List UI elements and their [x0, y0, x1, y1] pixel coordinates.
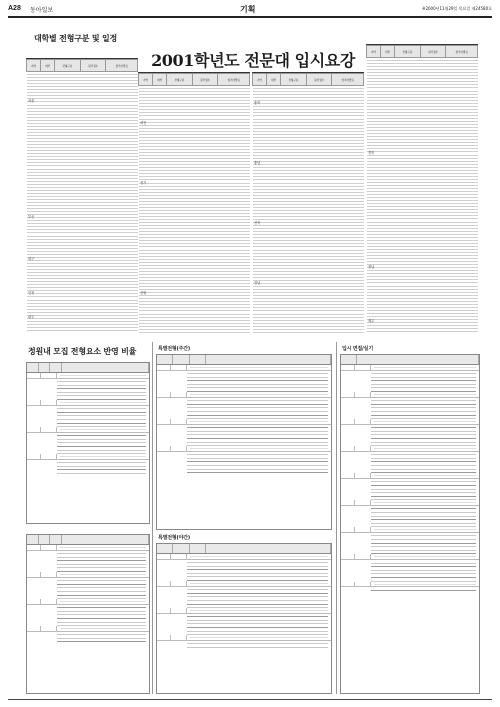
table-cell: [171, 554, 187, 559]
region-label: 전남: [254, 281, 261, 285]
col-header-region: 지역: [367, 46, 381, 58]
table-cell: [374, 502, 476, 503]
table-cell: [171, 581, 187, 586]
table-cell: [367, 329, 381, 332]
table-cell: [153, 329, 167, 332]
table-cell: [27, 400, 41, 405]
table-cell: [355, 554, 371, 559]
column-rule: [152, 342, 153, 694]
schedule-column-1: [26, 58, 138, 334]
col-header-college: 대학: [153, 74, 167, 86]
text-line: [57, 639, 146, 643]
table-cell: [355, 473, 371, 478]
table-cell: [41, 454, 57, 459]
table-cell: [60, 402, 146, 403]
table-cell: [157, 608, 171, 613]
table-cell: [355, 392, 371, 397]
table-cell: [253, 329, 267, 332]
table-cell: [27, 599, 41, 604]
table-cell: [171, 608, 187, 613]
table-cell: [157, 581, 171, 586]
table-row: [139, 329, 250, 332]
col-header-application: 원서접수: [80, 60, 106, 72]
region-label: 광주: [28, 315, 35, 319]
table-cell: [341, 446, 355, 451]
table-cell: [190, 637, 328, 638]
region-label: 강원: [140, 291, 147, 295]
table-cell: [157, 419, 171, 424]
table-cell: [157, 392, 171, 397]
table-row: [27, 327, 138, 330]
table-cell: [157, 635, 171, 640]
region-label: 경북: [368, 151, 375, 155]
table-cell: [374, 394, 476, 395]
table-cell: [341, 473, 355, 478]
table-cell: [157, 446, 171, 451]
table-cell: [157, 554, 171, 559]
table-cell: [41, 572, 57, 577]
col-header-type: 전형구분: [167, 74, 193, 86]
table-cell: [171, 446, 187, 451]
table-cell: [27, 454, 41, 459]
main-headline: 2001학년도 전문대 입시요강: [151, 51, 355, 70]
table-cell: [374, 421, 476, 422]
table-row: [253, 329, 364, 332]
table-cell: [341, 500, 355, 505]
region-label: 경남: [368, 265, 375, 269]
region-label: 충남: [254, 161, 261, 165]
table-cell: [80, 327, 106, 330]
region-label: 인천: [28, 291, 35, 295]
table-cell: [374, 367, 476, 368]
col-header-result: 합격자발표: [218, 74, 250, 86]
table-cell: [167, 329, 193, 332]
table-cell: [27, 572, 41, 577]
block-header: [27, 535, 149, 545]
table-cell: [190, 556, 328, 557]
table-cell: [341, 527, 355, 532]
page-number: A28: [8, 5, 21, 12]
col-header-region: 지역: [27, 60, 41, 72]
col-header-result: 합격자발표: [106, 60, 138, 72]
col-header-region: 지역: [253, 74, 267, 86]
table-cell: [341, 392, 355, 397]
schedule-table-3: [252, 73, 364, 333]
table-cell: [355, 419, 371, 424]
table-cell: [41, 599, 57, 604]
page-footer-rule: [8, 699, 492, 700]
schedule-column-3: [252, 72, 364, 334]
table-cell: [60, 574, 146, 575]
table-cell: [355, 446, 371, 451]
region-label: 대구: [28, 257, 35, 261]
table-cell: [355, 527, 371, 532]
table-cell: [27, 626, 41, 631]
region-label: 경기: [140, 181, 147, 185]
table-cell: [374, 529, 476, 530]
table-cell: [27, 427, 41, 432]
table-cell: [332, 329, 364, 332]
table-cell: [41, 626, 57, 631]
col-header-type: 전형구분: [395, 46, 421, 58]
table-cell: [60, 375, 146, 376]
col-header-type: 전형구분: [55, 60, 81, 72]
table-cell: [190, 421, 328, 422]
bottom-mid-title-2: 특별전형(야간): [158, 535, 190, 541]
ratio-table-night: [26, 534, 150, 694]
block-header: [27, 363, 149, 373]
col-header-application: 원서접수: [420, 46, 446, 58]
table-cell: [381, 329, 395, 332]
col-header-region: 지역: [139, 74, 153, 86]
table-cell: [341, 582, 355, 587]
table-cell: [374, 556, 476, 557]
region-label: 서울: [28, 99, 35, 103]
table-cell: [60, 429, 146, 430]
text-line: [371, 587, 476, 591]
table-cell: [60, 628, 146, 629]
table-cell: [190, 394, 328, 395]
table-cell: [218, 329, 250, 332]
section-title: 기획: [240, 4, 256, 14]
table-cell: [341, 554, 355, 559]
table-cell: [171, 419, 187, 424]
block-header: [157, 544, 331, 554]
table-cell: [190, 610, 328, 611]
bottom-mid-title-1: 특별전형(주간): [158, 346, 190, 352]
table-cell: [355, 582, 371, 587]
col-header-college: 대학: [267, 74, 281, 86]
table-cell: [171, 392, 187, 397]
bottom-left-title: 정원내 모집 전형요소 반영 비율: [28, 347, 137, 356]
column-rule: [336, 342, 337, 694]
table-cell: [190, 448, 328, 449]
table-cell: [446, 329, 478, 332]
table-cell: [157, 365, 171, 370]
region-label: 부산: [28, 215, 35, 219]
table-cell: [374, 584, 476, 585]
table-cell: [190, 583, 328, 584]
table-cell: [27, 373, 41, 378]
table-cell: [171, 365, 187, 370]
table-cell: [341, 419, 355, 424]
text-line: [187, 470, 328, 474]
schedule-column-4: [366, 44, 478, 334]
region-label: 충북: [254, 101, 261, 105]
table-cell: [41, 427, 57, 432]
table-cell: [190, 367, 328, 368]
text-line: [187, 644, 328, 648]
newspaper-header: [8, 4, 492, 18]
region-label: 전북: [254, 221, 261, 225]
text-line: [57, 470, 146, 474]
table-cell: [27, 327, 41, 330]
special-admission-night: [156, 543, 332, 694]
table-cell: [355, 500, 371, 505]
table-cell: [374, 475, 476, 476]
special-admission-day: [156, 354, 332, 530]
left-section-title: 대학별 전형구분 및 일정: [34, 34, 118, 43]
table-cell: [27, 545, 41, 550]
col-header-application: 원서접수: [192, 74, 218, 86]
col-header-college: 대학: [41, 60, 55, 72]
schedule-table-4: [366, 45, 478, 332]
col-header-result: 합격자발표: [332, 74, 364, 86]
table-cell: [41, 327, 55, 330]
table-cell: [139, 329, 153, 332]
table-cell: [267, 329, 281, 332]
table-cell: [60, 456, 146, 457]
col-header-type: 전형구분: [281, 74, 307, 86]
table-cell: [41, 373, 57, 378]
ratio-table-day: [26, 362, 150, 524]
table-cell: [60, 547, 146, 548]
table-cell: [281, 329, 307, 332]
bottom-right-title: 입시 면접/실기: [342, 346, 373, 352]
table-row: [367, 329, 478, 332]
region-label: 대전: [140, 121, 147, 125]
table-cell: [55, 327, 81, 330]
table-cell: [192, 329, 218, 332]
issue-date: ※2000년11월29일 목요일 제24580호: [422, 6, 492, 11]
region-label: 제주: [368, 319, 375, 323]
table-cell: [106, 327, 138, 330]
table-cell: [60, 601, 146, 602]
table-cell: [395, 329, 421, 332]
table-cell: [41, 545, 57, 550]
col-header-result: 합격자발표: [446, 46, 478, 58]
table-cell: [171, 635, 187, 640]
col-header-college: 대학: [381, 46, 395, 58]
paper-name: 동아일보: [30, 7, 54, 14]
table-cell: [420, 329, 446, 332]
block-header: [341, 355, 479, 365]
interview-practical-table: [340, 354, 480, 694]
table-cell: [374, 448, 476, 449]
table-cell: [306, 329, 332, 332]
table-cell: [355, 365, 371, 370]
schedule-table-1: [26, 59, 138, 331]
table-cell: [41, 400, 57, 405]
schedule-table-2: [138, 73, 250, 333]
col-header-application: 원서접수: [306, 74, 332, 86]
schedule-column-2: [138, 72, 250, 334]
table-cell: [341, 365, 355, 370]
block-header: [157, 355, 331, 365]
